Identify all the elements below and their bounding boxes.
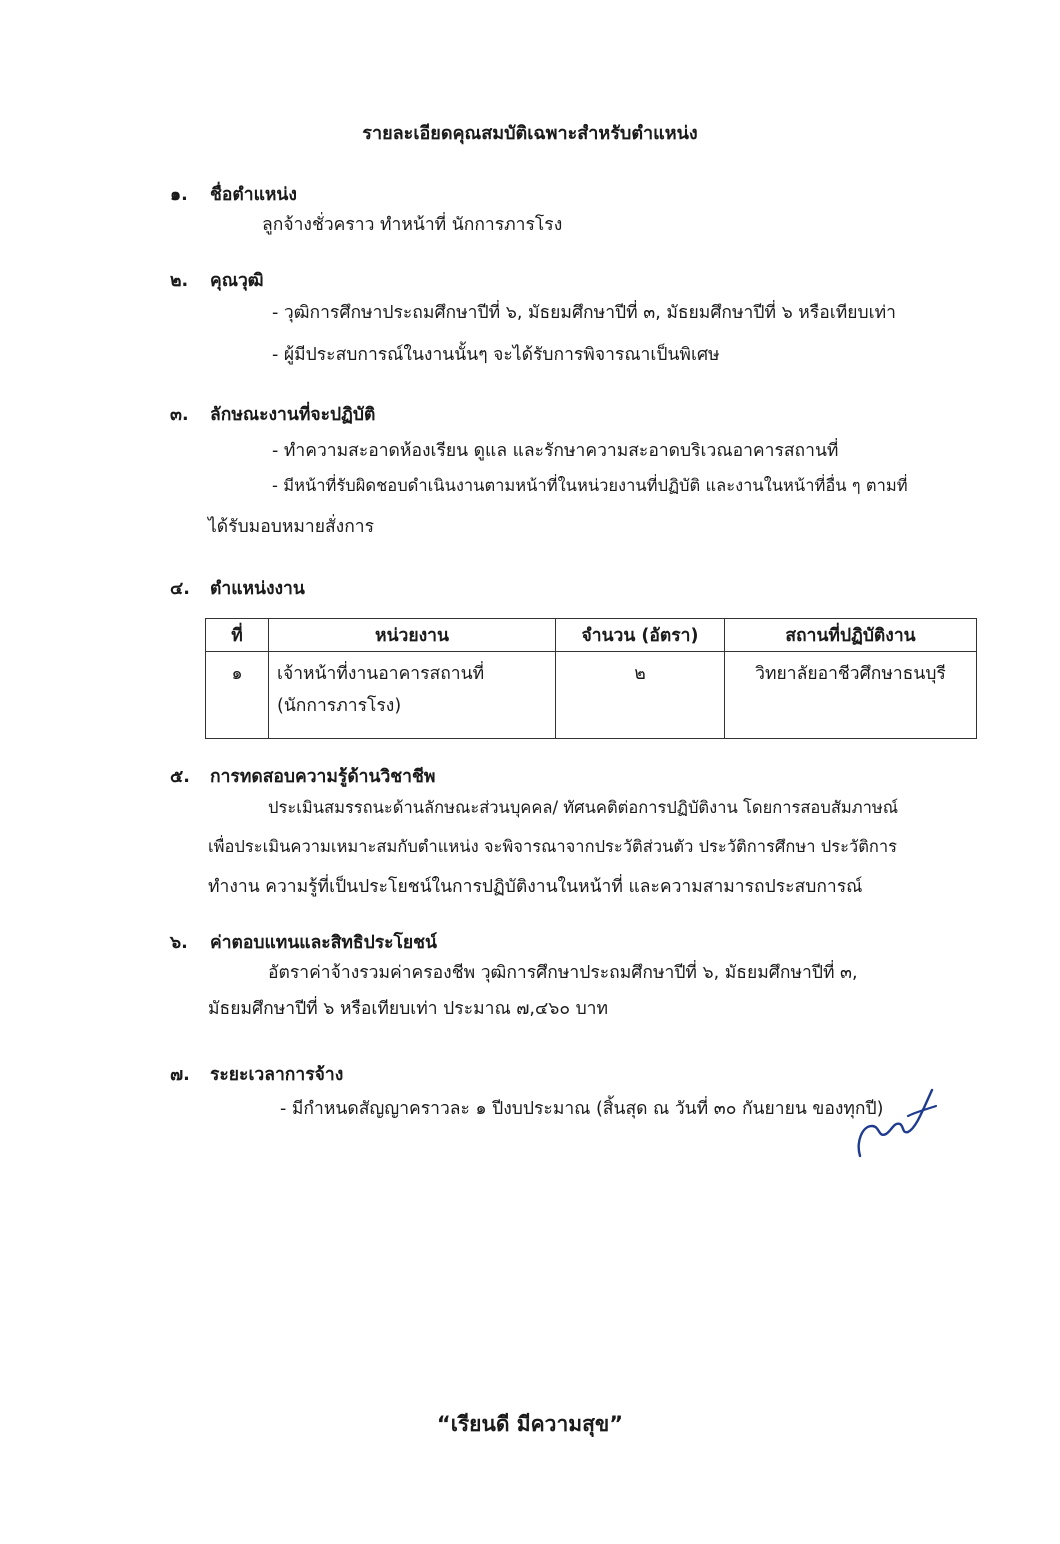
section-title: การทดสอบความรู้ด้านวิชาชีพ: [210, 767, 436, 787]
cell-no: ๑: [206, 652, 269, 739]
section-2-line-2: - ผู้มีประสบการณ์ในงานนั้นๆ จะได้รับการพิจารณาเป็นพิเศษ: [272, 345, 720, 365]
section-number: ๒.: [170, 271, 189, 291]
section-6-heading: [170, 928, 437, 956]
section-5-line-3: ทำงาน ความรู้ที่เป็นประโยชน์ในการปฏิบัติงานในหน้าที่ และความสามารถประสบการณ์: [208, 877, 863, 897]
unit-line-2: (นักการภารโรง): [277, 696, 402, 716]
cell-place: วิทยาลัยอาชีวศึกษาธนบุรี: [725, 652, 977, 739]
section-title: ระยะเวลาการจ้าง: [210, 1065, 344, 1085]
section-1-heading: [170, 180, 297, 208]
section-5-line-2: เพื่อประเมินความเหมาะสมกับตำแหน่ง จะพิจารณาจากประวัติส่วนตัว ประวัติการศึกษา ประวัติการ: [208, 837, 898, 856]
header-no: ที่: [206, 619, 269, 652]
section-2-line-1: - วุฒิการศึกษาประถมศึกษาปีที่ ๖, มัธยมศึกษาปีที่ ๓, มัธยมศึกษาปีที่ ๖ หรือเทียบเท่า: [272, 303, 896, 323]
section-number: ๔.: [170, 579, 190, 599]
section-title: ชื่อตำแหน่ง: [210, 185, 297, 205]
section-4-heading: [170, 574, 305, 602]
header-place: สถานที่ปฏิบัติงาน: [725, 619, 977, 652]
motto: “เรียนดี มีความสุข”: [436, 1412, 624, 1436]
section-7-heading: [170, 1060, 343, 1088]
section-3-line-3: ได้รับมอบหมายสั่งการ: [208, 517, 375, 537]
table-header-row: [206, 619, 977, 652]
signature-initials-icon: [850, 1082, 940, 1162]
section-number: ๕.: [170, 767, 190, 787]
section-6-line-2: มัธยมศึกษาปีที่ ๖ หรือเทียบเท่า ประมาณ ๗,๔๖๐ บาท: [208, 999, 609, 1019]
section-title: ลักษณะงานที่จะปฏิบัติ: [210, 405, 376, 425]
section-title: ตำแหน่งงาน: [210, 579, 305, 599]
cell-count: ๒: [556, 652, 725, 739]
header-unit: หน่วยงาน: [269, 619, 556, 652]
section-5-line-1: ประเมินสมรรถนะด้านลักษณะส่วนบุคคล/ ทัศนคติต่อการปฏิบัติงาน โดยการสอบสัมภาษณ์: [268, 798, 899, 817]
table-row: [206, 652, 977, 739]
section-1-line-1: ลูกจ้างชั่วคราว ทำหน้าที่ นักการภารโรง: [262, 215, 563, 235]
document-title: รายละเอียดคุณสมบัติเฉพาะสำหรับตำแหน่ง: [362, 123, 698, 144]
section-title: ค่าตอบแทนและสิทธิประโยชน์: [210, 933, 437, 953]
section-number: ๑.: [170, 185, 188, 205]
section-3-line-2: - มีหน้าที่รับผิดชอบดำเนินงานตามหน้าที่ในหน่วยงานที่ปฏิบัติ และงานในหน้าที่อื่น ๆ ตามที่: [272, 476, 908, 495]
section-3-heading: [170, 400, 375, 428]
position-table: [205, 618, 977, 739]
section-number: ๗.: [170, 1065, 190, 1085]
unit-line-1: เจ้าหน้าที่งานอาคารสถานที่: [277, 664, 485, 684]
section-5-heading: [170, 762, 435, 790]
header-count: จำนวน (อัตรา): [556, 619, 725, 652]
section-7-line-1: - มีกำหนดสัญญาคราวละ ๑ ปีงบประมาณ (สิ้นสุด ณ วันที่ ๓๐ กันยายน ของทุกปี): [280, 1099, 884, 1119]
section-3-line-1: - ทำความสะอาดห้องเรียน ดูแล และรักษาความสะอาดบริเวณอาคารสถานที่: [272, 441, 839, 461]
section-number: ๓.: [170, 405, 189, 425]
section-number: ๖.: [170, 933, 188, 953]
section-6-line-1: อัตราค่าจ้างรวมค่าครองชีพ วุฒิการศึกษาประถมศึกษาปีที่ ๖, มัธยมศึกษาปีที่ ๓,: [268, 963, 858, 983]
section-title: คุณวุฒิ: [210, 271, 264, 291]
cell-unit: [269, 652, 556, 739]
section-2-heading: [170, 266, 264, 294]
